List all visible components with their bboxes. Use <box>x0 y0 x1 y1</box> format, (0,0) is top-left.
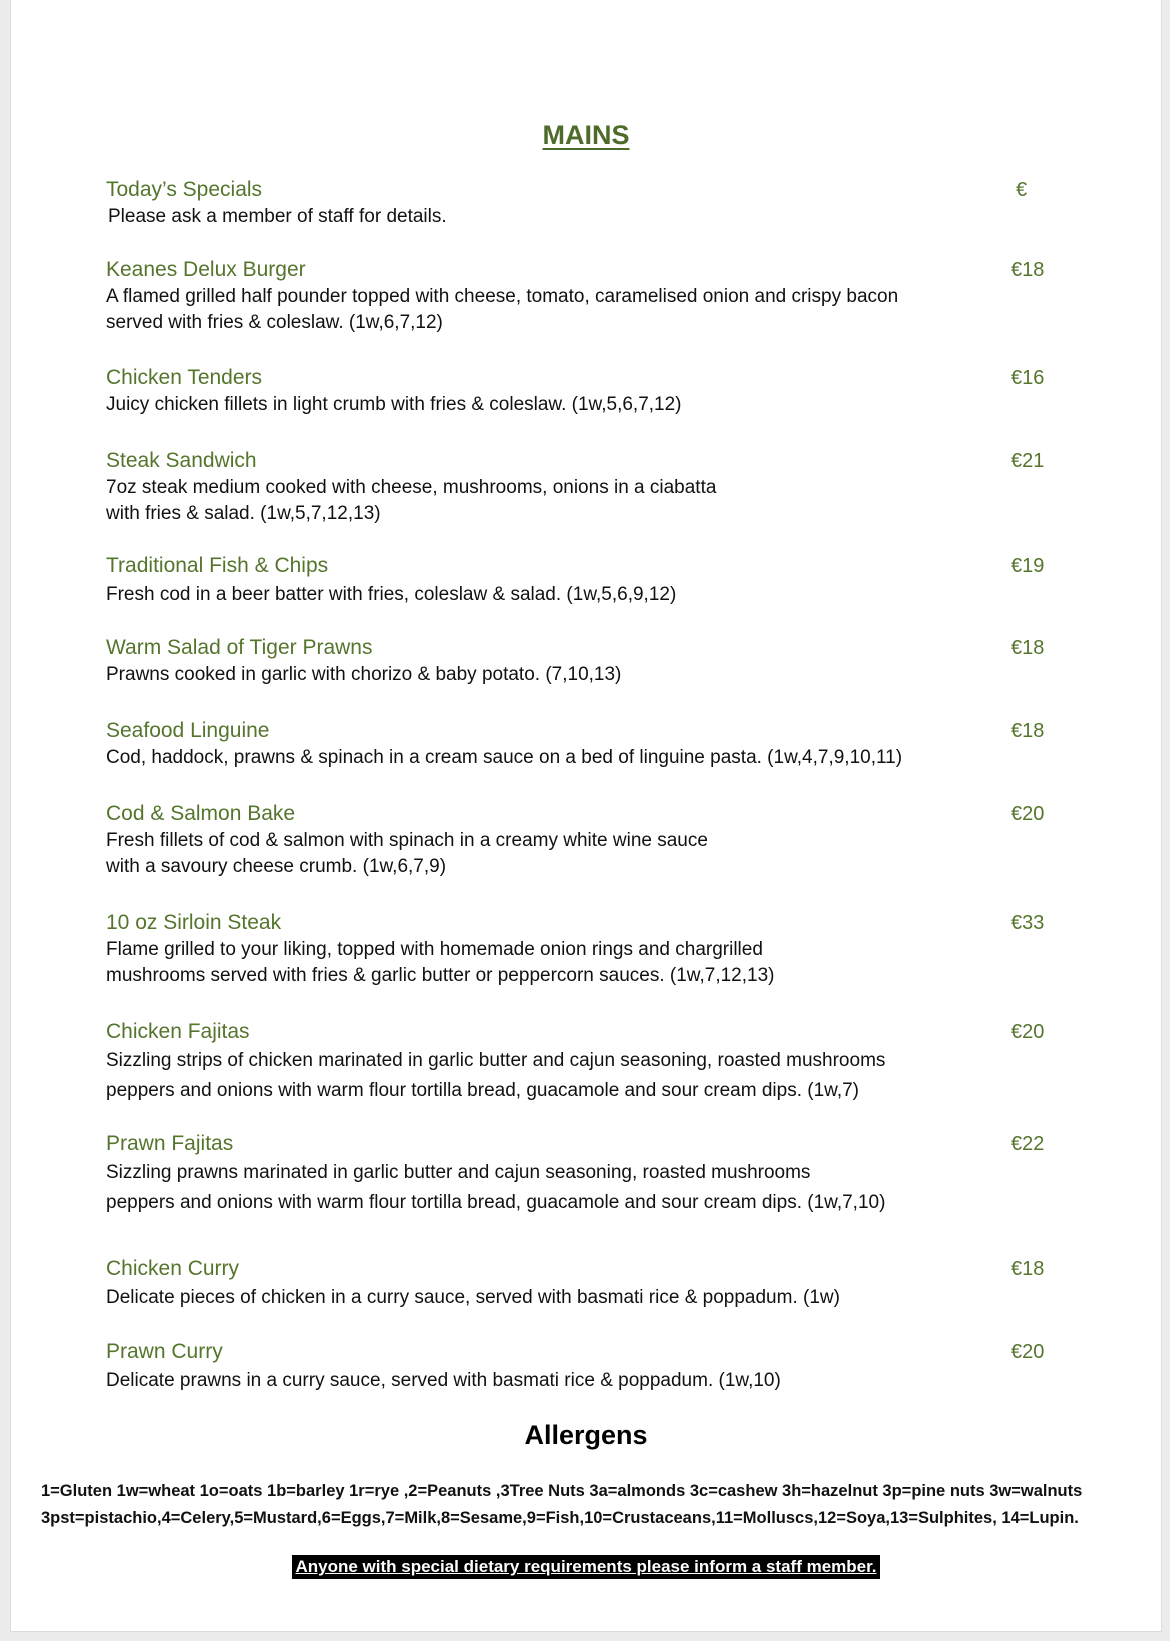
allergens-line: 1=Gluten 1w=wheat 1o=oats 1b=barley 1r=rye ,2=Peanuts ,3Tree Nuts 3a=almonds 3c=cashew 3h=hazelnut 3p=pine nuts 3w=walnuts <box>41 1482 1083 1500</box>
description-line: Fresh cod in a beer batter with fries, coleslaw & salad. (1w,5,6,9,12) <box>106 584 677 605</box>
item-price: €18 <box>1011 259 1045 281</box>
item-description <box>106 284 1086 336</box>
item-description <box>106 662 1086 688</box>
menu-item-cod-salmon-bake <box>106 800 1086 880</box>
menu-item-chicken-tenders <box>106 364 1086 418</box>
description-line: Sizzling strips of chicken marinated in garlic butter and cajun seasoning, roasted mushrooms <box>106 1050 886 1071</box>
description-line: peppers and onions with warm flour tortilla bread, guacamole and sour cream dips. (1w,7,10) <box>106 1192 886 1213</box>
description-line: with a savoury cheese crumb. (1w,6,7,9) <box>106 856 447 877</box>
description-line: served with fries & coleslaw. (1w,6,7,12) <box>106 312 443 333</box>
menu-item-prawn-curry <box>106 1338 1086 1396</box>
menu-item-steak-sandwich <box>106 447 1086 527</box>
description-line: Cod, haddock, prawns & spinach in a cream sauce on a bed of linguine pasta. (1w,4,7,9,10,11) <box>106 747 903 768</box>
description-line: peppers and onions with warm flour tortilla bread, guacamole and sour cream dips. (1w,7) <box>106 1080 859 1101</box>
description-line: A flamed grilled half pounder topped with cheese, tomato, caramelised onion and crispy bacon <box>106 286 899 307</box>
item-price: €19 <box>1011 555 1045 577</box>
description-line: with fries & salad. (1w,5,7,12,13) <box>106 503 381 524</box>
item-name: Today’s Specials <box>106 178 263 201</box>
item-description <box>106 580 1086 610</box>
item-name: Warm Salad of Tiger Prawns <box>106 636 373 659</box>
item-name: Traditional Fish & Chips <box>106 554 329 577</box>
item-name: 10 oz Sirloin Steak <box>106 911 282 934</box>
dietary-notice-wrap <box>11 1555 1161 1579</box>
item-name: Prawn Fajitas <box>106 1132 234 1155</box>
menu-item-chicken-fajitas <box>106 1018 1086 1106</box>
menu-item-seafood-linguine <box>106 717 1086 771</box>
item-description <box>106 1283 1086 1313</box>
item-description <box>106 828 1086 880</box>
item-description <box>106 745 1086 771</box>
menu-item-chicken-curry <box>106 1255 1086 1313</box>
item-name: Chicken Fajitas <box>106 1020 250 1043</box>
description-line: Delicate pieces of chicken in a curry sauce, served with basmati rice & poppadum. (1w) <box>106 1287 840 1308</box>
item-price: €18 <box>1011 720 1045 742</box>
item-price: €20 <box>1011 803 1045 825</box>
page-title: MAINS <box>542 120 630 150</box>
description-line: 7oz steak medium cooked with cheese, mushrooms, onions in a ciabatta <box>106 477 717 498</box>
item-price: €18 <box>1011 637 1045 659</box>
item-description <box>106 204 1086 230</box>
menu-page <box>10 0 1162 1632</box>
dietary-notice: Anyone with special dietary requirements please inform a staff member. <box>292 1555 879 1579</box>
item-price: €33 <box>1011 912 1045 934</box>
item-description <box>106 392 1086 418</box>
item-price: €20 <box>1011 1341 1045 1363</box>
description-line: Prawns cooked in garlic with chorizo & baby potato. (7,10,13) <box>106 664 622 685</box>
description-line: mushrooms served with fries & garlic butter or peppercorn sauces. (1w,7,12,13) <box>106 965 775 986</box>
menu-item-todays-specials <box>106 176 1086 230</box>
item-description <box>106 937 1086 989</box>
menu-item-burger <box>106 256 1086 336</box>
item-price: €20 <box>1011 1021 1045 1043</box>
description-line: Please ask a member of staff for details. <box>108 206 447 227</box>
description-line: Juicy chicken fillets in light crumb with fries & coleslaw. (1w,5,6,7,12) <box>106 394 682 415</box>
item-description <box>106 1158 1086 1218</box>
item-price: €21 <box>1011 450 1045 472</box>
item-description <box>106 1046 1086 1106</box>
item-name: Seafood Linguine <box>106 719 270 742</box>
description-line: Fresh fillets of cod & salmon with spinach in a creamy white wine sauce <box>106 830 708 851</box>
item-name: Steak Sandwich <box>106 449 257 472</box>
item-description <box>106 475 1086 527</box>
menu-item-fish-and-chips <box>106 552 1086 610</box>
allergens-line: 3pst=pistachio,4=Celery,5=Mustard,6=Eggs,7=Milk,8=Sesame,9=Fish,10=Crustaceans,11=Molluscs,12=Soya,13=Sulphites, 14=Lupin. <box>41 1509 1079 1527</box>
item-price: €16 <box>1011 367 1045 389</box>
item-price: €18 <box>1011 1258 1045 1280</box>
item-description <box>106 1366 1086 1396</box>
item-price: € <box>1016 179 1028 201</box>
menu-item-prawn-fajitas <box>106 1130 1086 1218</box>
description-line: Sizzling prawns marinated in garlic butter and cajun seasoning, roasted mushrooms <box>106 1162 811 1183</box>
menu-item-sirloin-steak <box>106 909 1086 989</box>
item-name: Keanes Delux Burger <box>106 258 306 281</box>
description-line: Flame grilled to your liking, topped with homemade onion rings and chargrilled <box>106 939 763 960</box>
item-name: Prawn Curry <box>106 1340 223 1363</box>
description-line: Delicate prawns in a curry sauce, served with basmati rice & poppadum. (1w,10) <box>106 1370 781 1391</box>
item-name: Chicken Curry <box>106 1257 240 1280</box>
allergens-heading: Allergens <box>524 1420 648 1450</box>
menu-item-tiger-prawns <box>106 634 1086 688</box>
item-name: Cod & Salmon Bake <box>106 802 296 825</box>
item-price: €22 <box>1011 1133 1045 1155</box>
item-name: Chicken Tenders <box>106 366 263 389</box>
allergens-legend <box>41 1478 1151 1532</box>
